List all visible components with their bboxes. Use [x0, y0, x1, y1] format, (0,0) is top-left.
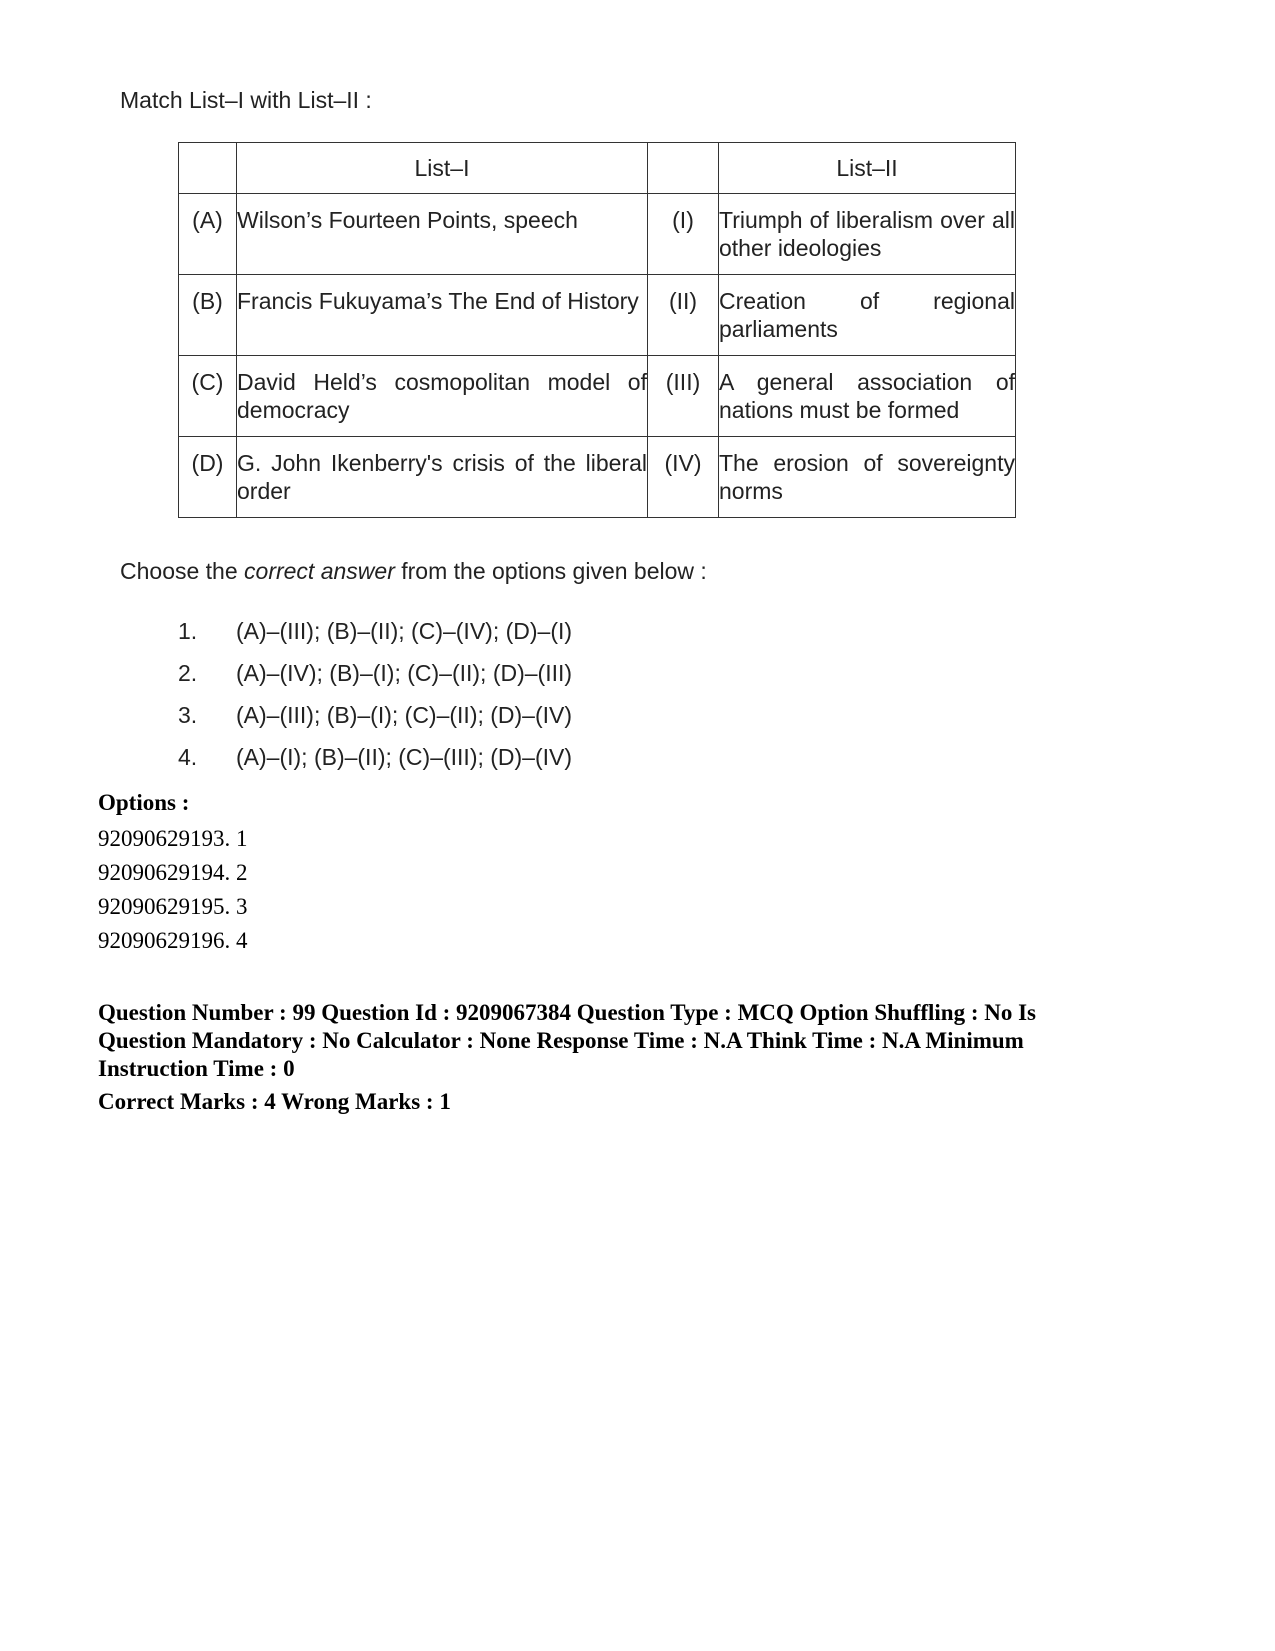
list2-code: (III): [648, 356, 719, 437]
answer-text: (A)–(I); (B)–(II); (C)–(III); (D)–(IV): [236, 744, 573, 770]
option-item: 92090629195. 3: [98, 894, 248, 919]
answer-number: 1.: [178, 618, 198, 644]
question-metadata: Question Number : 99 Question Id : 9209067384 Question Type : MCQ Option Shuffling : No Is Question Mandatory : No Calculator : None Response Time : N.A Think Time : N.A Minimum Instruction Time : 0: [98, 1000, 1037, 1081]
header-list-1: List–I: [237, 143, 648, 194]
option-item: 92090629193. 1: [98, 826, 248, 851]
option-item: 92090629194. 2: [98, 860, 248, 885]
list2-item: Triumph of liberalism over all other ideologies: [719, 194, 1016, 275]
table-row: [179, 194, 1016, 275]
answer-text: (A)–(III); (B)–(II); (C)–(IV); (D)–(I): [236, 618, 573, 644]
table-row: [179, 437, 1016, 518]
question-intro: Match List–I with List–II :: [120, 87, 372, 113]
answer-number: 4.: [178, 744, 198, 770]
list2-code: (I): [648, 194, 719, 275]
answer-number: 3.: [178, 702, 198, 728]
options-label: Options :: [98, 790, 190, 815]
header-blank-2: [648, 143, 719, 194]
answer-text: (A)–(III); (B)–(I); (C)–(II); (D)–(IV): [236, 702, 573, 728]
header-blank-1: [179, 143, 237, 194]
list2-code: (IV): [648, 437, 719, 518]
list1-item: G. John Ikenberry's crisis of the liberal order: [237, 437, 648, 518]
list2-item: Creation of regional parliaments: [719, 275, 1016, 356]
list1-item: Francis Fukuyama’s The End of History: [237, 275, 648, 356]
table-row: [179, 356, 1016, 437]
answer-choice: [178, 694, 572, 736]
match-table: [178, 142, 1016, 518]
choose-prefix: Choose the: [120, 558, 245, 584]
choose-suffix: from the options given below :: [394, 558, 707, 584]
option-item: 92090629196. 4: [98, 928, 248, 953]
list1-code: (D): [179, 437, 237, 518]
option-list: [98, 822, 248, 958]
list1-code: (C): [179, 356, 237, 437]
list1-item: David Held’s cosmopolitan model of democracy: [237, 356, 648, 437]
list2-code: (II): [648, 275, 719, 356]
list1-code: (A): [179, 194, 237, 275]
list2-item: The erosion of sovereignty norms: [719, 437, 1016, 518]
list2-item: A general association of nations must be formed: [719, 356, 1016, 437]
choose-instruction: [120, 558, 707, 585]
answer-text: (A)–(IV); (B)–(I); (C)–(II); (D)–(III): [236, 660, 573, 686]
answer-number: 2.: [178, 660, 198, 686]
list1-item: Wilson’s Fourteen Points, speech: [237, 194, 648, 275]
table-row: [179, 275, 1016, 356]
choose-emphasis: correct answer: [244, 558, 395, 584]
answer-choices: [178, 610, 572, 778]
answer-choice: [178, 610, 572, 652]
answer-choice: [178, 736, 572, 778]
header-list-2: List–II: [719, 143, 1016, 194]
list1-code: (B): [179, 275, 237, 356]
table-header-row: [179, 143, 1016, 194]
marks-line: Correct Marks : 4 Wrong Marks : 1: [98, 1089, 451, 1114]
answer-choice: [178, 652, 572, 694]
